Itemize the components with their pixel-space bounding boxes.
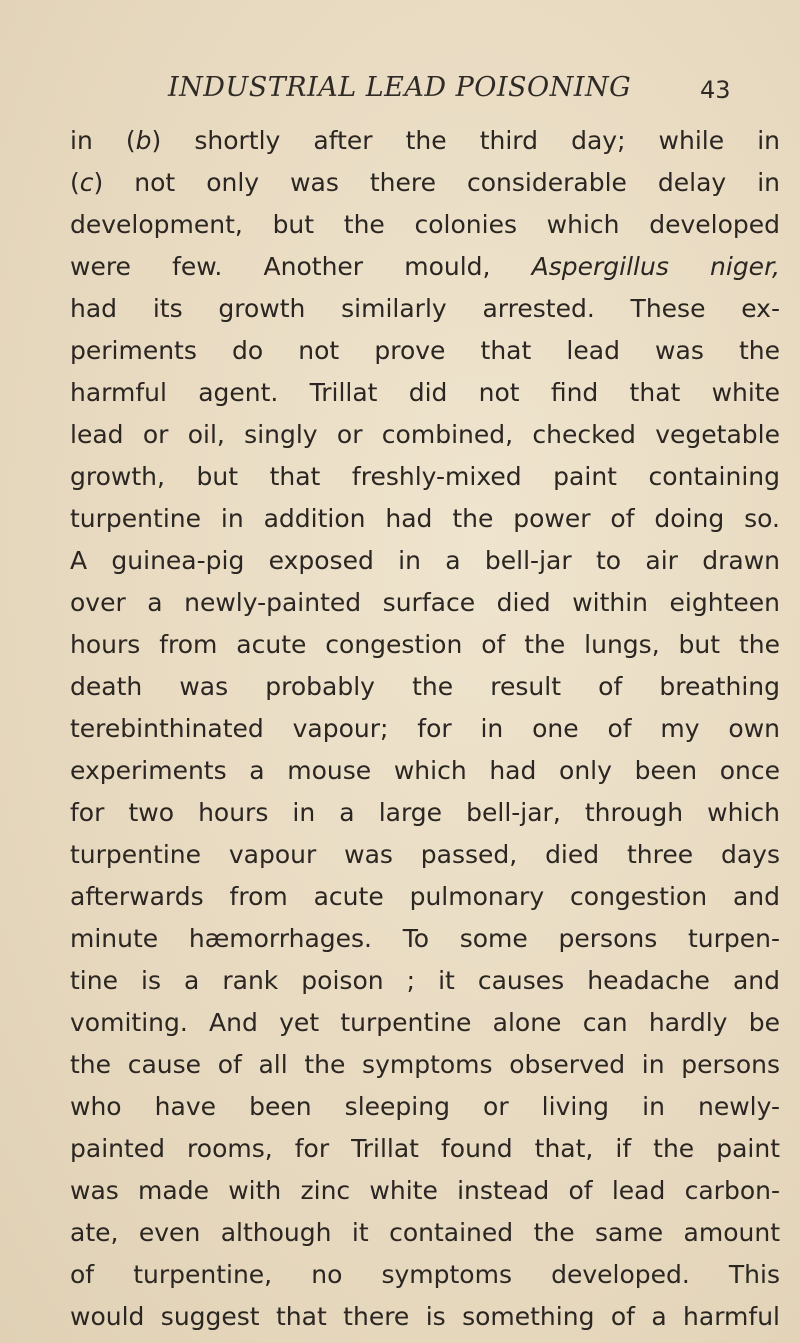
text-line	[70, 1002, 780, 1044]
text-line	[70, 876, 780, 918]
body-paragraph	[70, 120, 780, 1338]
text-line	[70, 792, 780, 834]
text-segment: hours from acute congestion of the lungs, but the	[70, 630, 780, 659]
text-segment: ) not only was there considerable delay in	[93, 168, 780, 197]
text-line	[70, 1086, 780, 1128]
text-line	[70, 918, 780, 960]
text-segment: death was probably the result of breathing	[70, 672, 780, 701]
text-segment: in (	[70, 126, 136, 155]
text-segment: afterwards from acute pulmonary congestion and	[70, 882, 780, 911]
italic-segment: b	[135, 126, 152, 155]
text-segment: who have been sleeping or living in newly-	[70, 1092, 780, 1121]
text-line	[70, 288, 780, 330]
text-line	[70, 834, 780, 876]
page-number: 43	[700, 76, 731, 104]
text-segment: turpentine in addition had the power of doing so.	[70, 504, 780, 533]
text-segment: ate, even although it contained the same amount	[70, 1218, 780, 1247]
text-line	[70, 540, 780, 582]
running-head: INDUSTRIAL LEAD POISONING	[168, 72, 632, 103]
text-line	[70, 1254, 780, 1296]
text-line	[70, 666, 780, 708]
text-segment: turpentine vapour was passed, died three days	[70, 840, 780, 869]
text-segment: development, but the colonies which developed	[70, 210, 780, 239]
text-line	[70, 414, 780, 456]
text-line	[70, 162, 780, 204]
text-segment: for two hours in a large bell-jar, through which	[70, 798, 780, 827]
text-segment: painted rooms, for Trillat found that, if the paint	[70, 1134, 780, 1163]
text-line	[70, 582, 780, 624]
text-line	[70, 498, 780, 540]
text-segment: (	[70, 168, 80, 197]
text-line	[70, 1044, 780, 1086]
text-segment: lead or oil, singly or combined, checked vegetable	[70, 420, 780, 449]
text-line	[70, 960, 780, 1002]
italic-segment: Aspergillus niger,	[531, 252, 780, 281]
text-segment: A guinea-pig exposed in a bell-jar to air drawn	[70, 546, 780, 575]
text-line	[70, 1296, 780, 1338]
italic-segment: c	[79, 168, 94, 197]
text-line	[70, 372, 780, 414]
text-segment: terebinthinated vapour; for in one of my own	[70, 714, 780, 743]
text-segment: growth, but that freshly-mixed paint containing	[70, 462, 780, 491]
text-line	[70, 624, 780, 666]
text-line	[70, 1128, 780, 1170]
text-segment: vomiting. And yet turpentine alone can hardly be	[70, 1008, 780, 1037]
text-line	[70, 120, 780, 162]
text-segment: had its growth similarly arrested. These ex-	[70, 294, 780, 323]
text-line	[70, 708, 780, 750]
text-segment: the cause of all the symptoms observed in persons	[70, 1050, 780, 1079]
text-segment: over a newly-painted surface died within eighteen	[70, 588, 780, 617]
text-segment: were few. Another mould,	[70, 252, 532, 281]
text-segment: ) shortly after the third day; while in	[151, 126, 780, 155]
text-segment: tine is a rank poison ; it causes headache and	[70, 966, 780, 995]
text-line	[70, 456, 780, 498]
text-line	[70, 750, 780, 792]
text-segment: periments do not prove that lead was the	[70, 336, 780, 365]
text-segment: minute hæmorrhages. To some persons turpen-	[70, 924, 780, 953]
text-segment: was made with zinc white instead of lead carbon-	[70, 1176, 780, 1205]
text-line	[70, 1212, 780, 1254]
text-segment: of turpentine, no symptoms developed. This	[70, 1260, 780, 1289]
text-segment: harmful agent. Trillat did not find that white	[70, 378, 780, 407]
text-line	[70, 330, 780, 372]
text-segment: would suggest that there is something of a harmful	[70, 1302, 780, 1331]
text-line	[70, 204, 780, 246]
text-segment: experiments a mouse which had only been once	[70, 756, 780, 785]
text-line	[70, 1170, 780, 1212]
text-line	[70, 246, 780, 288]
